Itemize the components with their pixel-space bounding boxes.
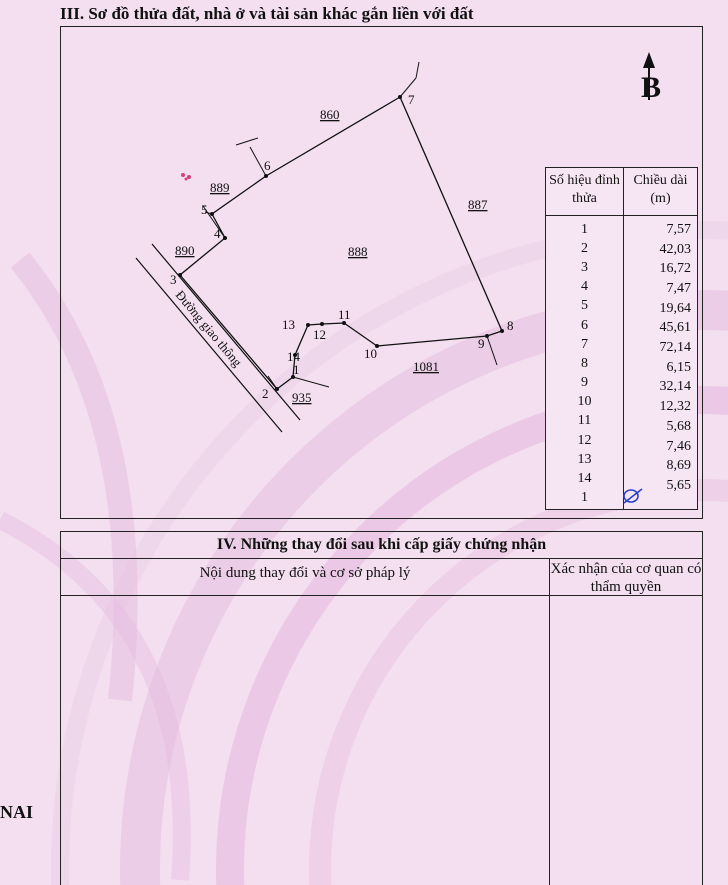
parcel-889: 889 bbox=[210, 180, 230, 195]
column-divider bbox=[549, 594, 550, 885]
table-vertex: 12 bbox=[577, 432, 592, 448]
vertex-label-3: 3 bbox=[170, 272, 177, 287]
column-change-content: Nội dung thay đổi và cơ sở pháp lý bbox=[199, 565, 411, 581]
table-length: 72,14 bbox=[659, 340, 691, 356]
column-authority-confirmation: Xác nhận của cơ quan có thẩm quyền bbox=[550, 561, 702, 595]
table-vertex: 11 bbox=[577, 413, 592, 429]
header-vertex: Số hiệu đỉnh thửa bbox=[546, 168, 624, 215]
table-vertex: 4 bbox=[581, 279, 588, 295]
parcel-1081: 1081 bbox=[413, 359, 439, 374]
table-length: 5,68 bbox=[666, 418, 691, 434]
vertex-column bbox=[546, 216, 624, 510]
vertex-label-14: 14 bbox=[287, 349, 300, 364]
section-3-title: III. Sơ đồ thửa đất, nhà ở và tài sản khác gắn liền với đất bbox=[60, 4, 474, 23]
north-symbol: B bbox=[641, 71, 662, 104]
table-vertex: 10 bbox=[577, 394, 592, 410]
parcel-860: 860 bbox=[320, 107, 340, 122]
table-vertex: 13 bbox=[577, 451, 592, 467]
section-4-table bbox=[60, 531, 703, 885]
neighbour-lines bbox=[203, 62, 497, 389]
edge-length-table bbox=[545, 167, 698, 510]
table-vertex: 1 bbox=[581, 490, 588, 506]
vertex-label-2: 2 bbox=[262, 386, 269, 401]
table-length: 42,03 bbox=[659, 241, 691, 257]
red-mark bbox=[181, 173, 191, 181]
vertex-label-5: 5 bbox=[201, 202, 208, 217]
vertex-label-13: 13 bbox=[282, 317, 295, 332]
north-arrow-icon bbox=[641, 52, 661, 104]
table-vertex: 1 bbox=[581, 221, 588, 237]
table-length: 8,69 bbox=[666, 458, 691, 474]
vertex-label-1: 1 bbox=[293, 362, 300, 377]
parcel-887: 887 bbox=[468, 197, 488, 212]
table-length: 7,57 bbox=[666, 221, 691, 237]
length-column bbox=[624, 216, 697, 510]
road-label: Đường giao thông bbox=[172, 287, 246, 370]
table-length: 32,14 bbox=[659, 379, 691, 395]
table-length: 5,65 bbox=[666, 477, 691, 493]
section-4-title: IV. Những thay đổi sau khi cấp giấy chứng nhận bbox=[61, 532, 702, 559]
table-vertex: 6 bbox=[581, 317, 588, 333]
parcel-890: 890 bbox=[175, 243, 195, 258]
table-vertex: 7 bbox=[581, 336, 588, 352]
vertex-label-12: 12 bbox=[313, 327, 326, 342]
blue-check-mark bbox=[621, 486, 645, 506]
table-length: 6,15 bbox=[666, 359, 691, 375]
header-length: Chiều dài (m) bbox=[633, 173, 688, 206]
side-fragment-text: NAI bbox=[0, 802, 34, 822]
table-length: 12,32 bbox=[659, 399, 691, 415]
table-length: 7,47 bbox=[666, 280, 691, 296]
table-vertex: 14 bbox=[577, 471, 592, 487]
vertex-label-8: 8 bbox=[507, 318, 514, 333]
table-length: 19,64 bbox=[659, 300, 691, 316]
vertex-label-7: 7 bbox=[408, 92, 415, 107]
vertex-label-9: 9 bbox=[478, 336, 485, 351]
vertex-label-11: 11 bbox=[338, 307, 351, 322]
table-vertex: 8 bbox=[581, 355, 588, 371]
parcel-935: 935 bbox=[292, 390, 312, 405]
vertex-label-10: 10 bbox=[364, 346, 377, 361]
table-vertex: 9 bbox=[581, 375, 588, 391]
table-vertex: 2 bbox=[581, 240, 588, 256]
table-vertex: 3 bbox=[581, 259, 588, 275]
vertex-label-6: 6 bbox=[264, 158, 271, 173]
vertex-label-4: 4 bbox=[214, 226, 221, 241]
parcel-888: 888 bbox=[348, 244, 368, 259]
table-length: 7,46 bbox=[666, 438, 691, 454]
table-vertex: 5 bbox=[581, 298, 588, 314]
table-length: 16,72 bbox=[659, 261, 691, 277]
table-length: 45,61 bbox=[659, 320, 691, 336]
